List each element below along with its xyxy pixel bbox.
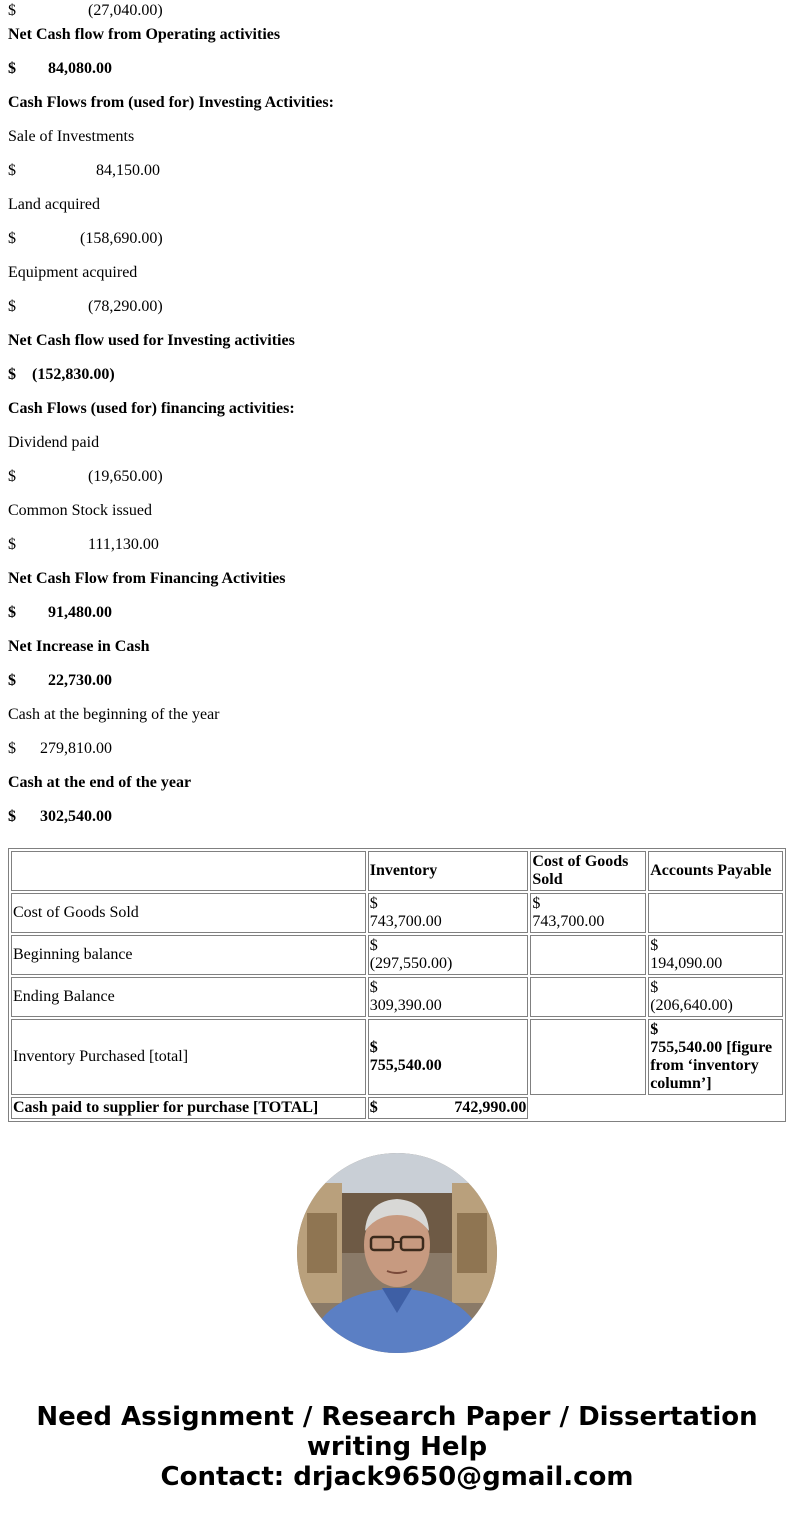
statement-line: $ 84,080.00 <box>8 60 112 77</box>
total-label: Cash paid to supplier for purchase [TOTAL] <box>11 1097 366 1119</box>
cell-cogs <box>530 935 646 975</box>
table-header-row <box>11 851 783 891</box>
statement-line: $ 111,130.00 <box>8 536 159 553</box>
statement-line: $ 22,730.00 <box>8 672 112 689</box>
cell-inventory: $ 309,390.00 <box>368 977 529 1017</box>
cell-payable: $ (206,640.00) <box>648 977 783 1017</box>
statement-line: Cash Flows (used for) financing activities: <box>8 400 295 417</box>
table-header: Inventory <box>368 851 529 891</box>
statement-line: $ (27,040.00) <box>8 2 163 19</box>
author-photo <box>297 1153 497 1353</box>
statement-line: $ 302,540.00 <box>8 808 112 825</box>
cell-payable <box>648 893 783 933</box>
statement-line: Net Cash flow used for Investing activities <box>8 332 295 349</box>
row-label: Inventory Purchased [total] <box>11 1019 366 1095</box>
cell-inventory: $ 743,700.00 <box>368 893 529 933</box>
row-label: Ending Balance <box>11 977 366 1017</box>
total-row <box>11 1097 783 1119</box>
cell-cogs <box>530 1019 646 1095</box>
cell-payable: $ 194,090.00 <box>648 935 783 975</box>
banner-line-1: Need Assignment / Research Paper / Dissertation <box>36 1402 758 1432</box>
statement-line: Net Cash Flow from Financing Activities <box>8 570 286 587</box>
statement-line: $ (158,690.00) <box>8 230 163 247</box>
statement-line: Land acquired <box>8 196 100 213</box>
table-header <box>11 851 366 891</box>
statement-line: $ (19,650.00) <box>8 468 163 485</box>
row-label: Beginning balance <box>11 935 366 975</box>
purchases-table-wrap <box>0 848 794 1122</box>
cell-cogs: $ 743,700.00 <box>530 893 646 933</box>
statement-line: Net Cash flow from Operating activities <box>8 26 281 43</box>
banner-line-2: writing Help <box>306 1432 488 1462</box>
statement-line: Common Stock issued <box>8 502 153 519</box>
statement-line: Net Increase in Cash <box>8 638 150 655</box>
cell-cogs <box>530 977 646 1017</box>
total-amount: 742,990.00 <box>454 1099 527 1116</box>
cell-inventory: $ (297,550.00) <box>368 935 529 975</box>
statement-line: $ 91,480.00 <box>8 604 112 621</box>
total-currency: $ <box>369 1099 378 1116</box>
table-row <box>11 977 783 1017</box>
table-row <box>11 1019 783 1095</box>
table-header: Cost of Goods Sold <box>530 851 646 891</box>
table-row <box>11 893 783 933</box>
statement-line: Sale of Investments <box>8 128 135 145</box>
statement-line: Equipment acquired <box>8 264 138 281</box>
total-amount-cell <box>368 1097 529 1119</box>
table-header: Accounts Payable <box>648 851 783 891</box>
purchases-table <box>8 848 786 1122</box>
banner-contact: Contact: drjack9650@gmail.com <box>160 1462 634 1492</box>
statement-line: $ (78,290.00) <box>8 298 163 315</box>
statement-line: Cash at the end of the year <box>8 774 192 791</box>
statement-line: $ 279,810.00 <box>8 740 112 757</box>
cell-payable: $ 755,540.00 [figure from ‘inventory column’] <box>648 1019 783 1095</box>
row-label: Cost of Goods Sold <box>11 893 366 933</box>
statement-line: Cash at the beginning of the year <box>8 706 220 723</box>
total-empty <box>530 1097 783 1119</box>
author-photo-image <box>297 1153 497 1353</box>
statement-line: Dividend paid <box>8 434 100 451</box>
cell-inventory: $ 755,540.00 <box>368 1019 529 1095</box>
statement-line: $ (152,830.00) <box>8 366 115 383</box>
contact-banner <box>0 1402 794 1492</box>
table-row <box>11 935 783 975</box>
statement-line: Cash Flows from (used for) Investing Activities: <box>8 94 334 111</box>
statement-line: $ 84,150.00 <box>8 162 160 179</box>
